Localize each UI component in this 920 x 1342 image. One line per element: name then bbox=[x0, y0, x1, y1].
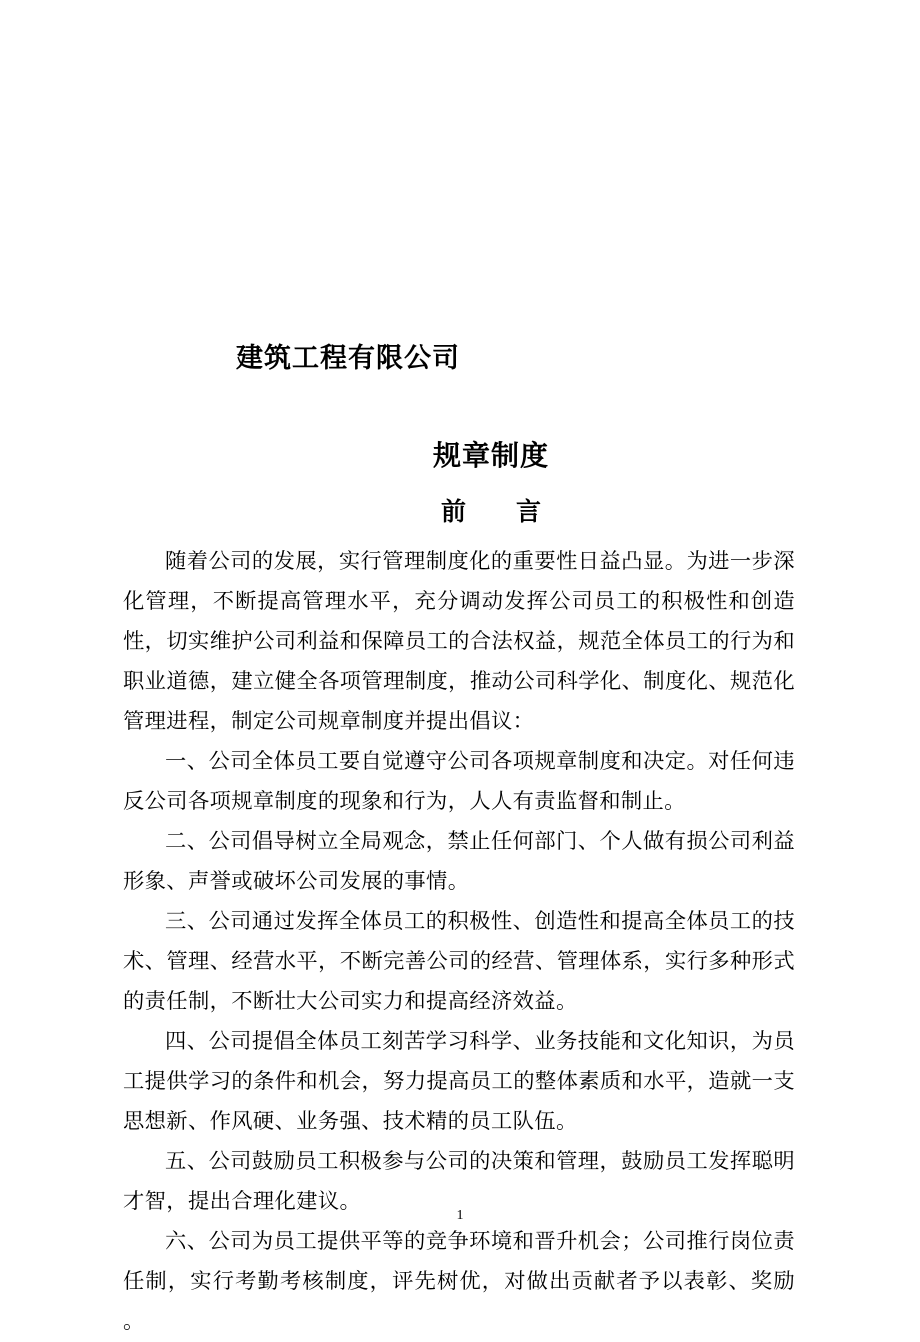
preface-heading: 前 言 bbox=[440, 497, 541, 526]
paragraph-item-6: 六、公司为员工提供平等的竞争环境和晋升机会；公司推行岗位责任制，实行考勤考核制度，评先树优，对做出贡献者予以表彰、奖励 。 bbox=[123, 1229, 795, 1334]
paragraph-item-4: 四、公司提倡全体员工刻苦学习科学、业务技能和文化知识，为员工提供学习的条件和机会，努力提高员工的整体素质和水平，造就一支思想新、作风硬、业务强、技术精的员工队伍。 bbox=[123, 1029, 795, 1134]
paragraph-item-1: 一、公司全体员工要自觉遵守公司各项规章制度和决定。对任何违反公司各项规章制度的现象和行为，人人有责监督和制止。 bbox=[123, 749, 795, 814]
page-number: 1 bbox=[456, 1208, 464, 1223]
company-name: 建筑工程有限公司 bbox=[236, 343, 460, 374]
paragraph-item-3: 三、公司通过发挥全体员工的积极性、创造性和提高全体员工的技术、管理、经营水平，不断完善公司的经营、管理体系，实行多种形式的责任制，不断壮大公司实力和提高经济效益。 bbox=[123, 909, 795, 1014]
paragraph-intro: 随着公司的发展，实行管理制度化的重要性日益凸显。为进一步深化管理，不断提高管理水平，充分调动发挥公司员工的积极性和创造性，切实维护公司利益和保障员工的合法权益，规范全体员工的行为和职业道德，建立健全各项管理制度，推动公司科学化、制度化、规范化管理进程，制定公司规章制度并提出倡议： bbox=[123, 549, 795, 734]
paragraph-item-2: 二、公司倡导树立全局观念，禁止任何部门、个人做有损公司利益形象、声誉或破坏公司发展的事情。 bbox=[123, 829, 795, 894]
paragraph-item-5: 五、公司鼓励员工积极参与公司的决策和管理，鼓励员工发挥聪明才智，提出合理化建议。 bbox=[123, 1149, 795, 1214]
document-title: 规章制度 bbox=[432, 439, 549, 472]
